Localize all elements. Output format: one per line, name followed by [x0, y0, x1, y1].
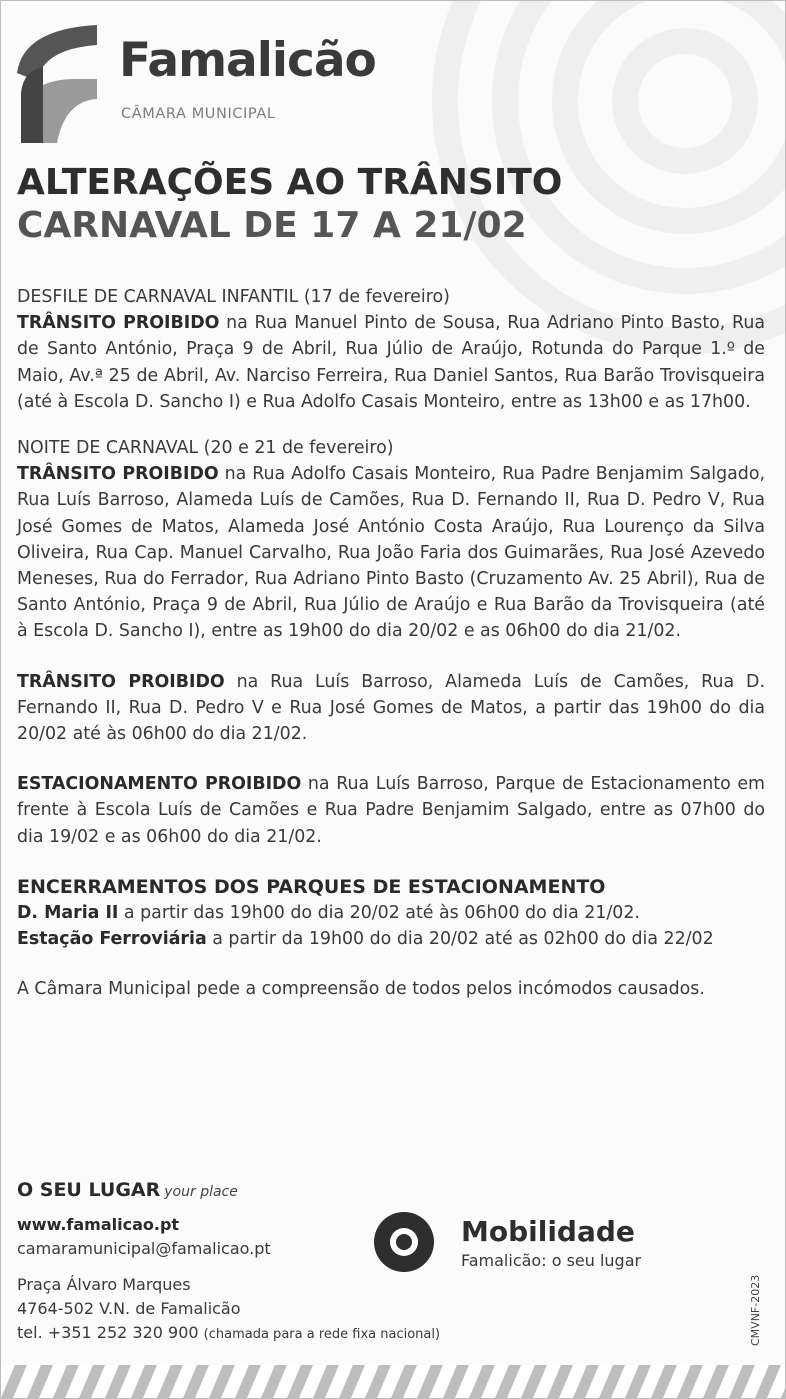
section-strong: ESTACIONAMENTO PROIBIDO — [17, 774, 302, 795]
notice-body — [17, 284, 765, 1023]
tagline-en: your place — [164, 1184, 238, 1200]
section-transito-2 — [17, 669, 765, 748]
section-text — [17, 461, 765, 644]
phone-line — [17, 1321, 440, 1347]
section-desfile — [17, 284, 765, 415]
title-line-1: ALTERAÇÕES AO TRÂNSITO — [17, 162, 563, 203]
tagline — [17, 1179, 238, 1201]
section-text — [17, 771, 765, 850]
title-line-2: CARNAVAL DE 17 A 21/02 — [17, 205, 527, 247]
brand-name: Famalicão — [119, 33, 376, 88]
address-line-1: Praça Álvaro Marques — [17, 1275, 191, 1294]
section-text — [17, 310, 765, 415]
section-body: na Rua Luís Barroso, Alameda Luís de Camões, Rua D. Fernando II, Rua D. Pedro V e Rua José Gomes de Matos, a partir das 19h00 do dia 20/02 até às 06h00 do dia 21/02. — [17, 671, 765, 745]
section-strong: TRÂNSITO PROIBIDO — [17, 464, 219, 485]
mobility-title: Mobilidade — [461, 1215, 635, 1248]
section-body: na Rua Luís Barroso, Parque de Estacionamento em frente à Escola Luís de Camões e Rua Padre Benjamim Salgado, entre as 07h00 do dia 19/02 e as 06h00 do dia 21/02. — [17, 774, 765, 847]
header — [1, 1, 785, 151]
section-parques — [17, 874, 765, 953]
section-body: na Rua Adolfo Casais Monteiro, Rua Padre Benjamim Salgado, Rua Luís Barroso, Alameda Luís de Camões, Rua D. Fernando II, Rua D. Pedro V, Rua José Gomes de Matos, Alameda José António Costa Araújo, Rua Lourenço da Silva Oliveira, Rua Cap. Manuel Carvalho, Rua João Faria dos Guimarães, Rua José Azevedo Meneses, Rua do Ferrador, Rua Adriano Pinto Basto (Cruzamento Av. 25 Abril), Rua de Santo António, Praça 9 de Abril, Rua Júlio de Araújo e Rua Barão da Trovisqueira (até à Escola D. Sancho I), entre as 19h00 do dia 20/02 e as 06h00 do dia 21/02. — [17, 464, 765, 642]
park-text: a partir da 19h00 do dia 20/02 até as 02h00 do dia 22/02 — [206, 929, 714, 950]
section-label: NOITE DE CARNAVAL (20 e 21 de fevereiro) — [17, 438, 394, 459]
parks-heading: ENCERRAMENTOS DOS PARQUES DE ESTACIONAMENTO — [17, 875, 606, 898]
brand-subtitle: CÂMARA MUNICIPAL — [121, 106, 276, 122]
phone-number: tel. +351 252 320 900 — [17, 1323, 199, 1342]
tagline-pt: O SEU LUGAR — [17, 1179, 161, 1201]
park-item — [17, 926, 765, 952]
mobility-target-icon — [373, 1211, 435, 1273]
section-strong: TRÂNSITO PROIBIDO — [17, 671, 225, 692]
apology-text: A Câmara Municipal pede a compreensão de todos pelos incómodos causados. — [17, 979, 705, 1000]
section-apology — [17, 976, 765, 1002]
address-line-2: 4764-502 V.N. de Famalicão — [17, 1299, 241, 1318]
phone-note: (chamada para a rede fixa nacional) — [203, 1327, 441, 1342]
email-link[interactable]: camaramunicipal@famalicao.pt — [17, 1239, 271, 1258]
mobility-block — [373, 1209, 673, 1279]
park-item — [17, 900, 765, 926]
park-text: a partir das 19h00 do dia 20/02 até às 06h00 do dia 21/02. — [118, 903, 640, 924]
park-name: Estação Ferroviária — [17, 929, 207, 950]
section-label: DESFILE DE CARNAVAL INFANTIL (17 de fevereiro) — [17, 287, 450, 307]
stripe-border-icon — [1, 1365, 785, 1398]
park-name: D. Maria II — [17, 903, 119, 924]
page-title — [17, 161, 562, 247]
famalicao-logo-icon — [13, 21, 99, 143]
section-strong: TRÂNSITO PROIBIDO — [17, 313, 220, 334]
section-body: na Rua Manuel Pinto de Sousa, Rua Adriano Pinto Basto, Rua de Santo António, Praça 9 de Abril, Rua Júlio de Araújo, Rotunda do Parque 1.º de Maio, Av.ª 25 de Abril, Av. Narciso Ferreira, Rua Daniel Santos, Rua Barão Trovisqueira (até à Escola D. Sancho I) e Rua Adolfo Casais Monteiro, entre as 13h00 e as 17h00. — [17, 313, 765, 412]
section-noite — [17, 435, 765, 645]
section-estacionamento — [17, 771, 765, 850]
section-text — [17, 669, 765, 748]
mobility-subtitle: Famalicão: o seu lugar — [461, 1251, 642, 1270]
document-code: CMVNF-2023 — [749, 1274, 762, 1346]
website-link[interactable]: www.famalicao.pt — [17, 1215, 180, 1234]
